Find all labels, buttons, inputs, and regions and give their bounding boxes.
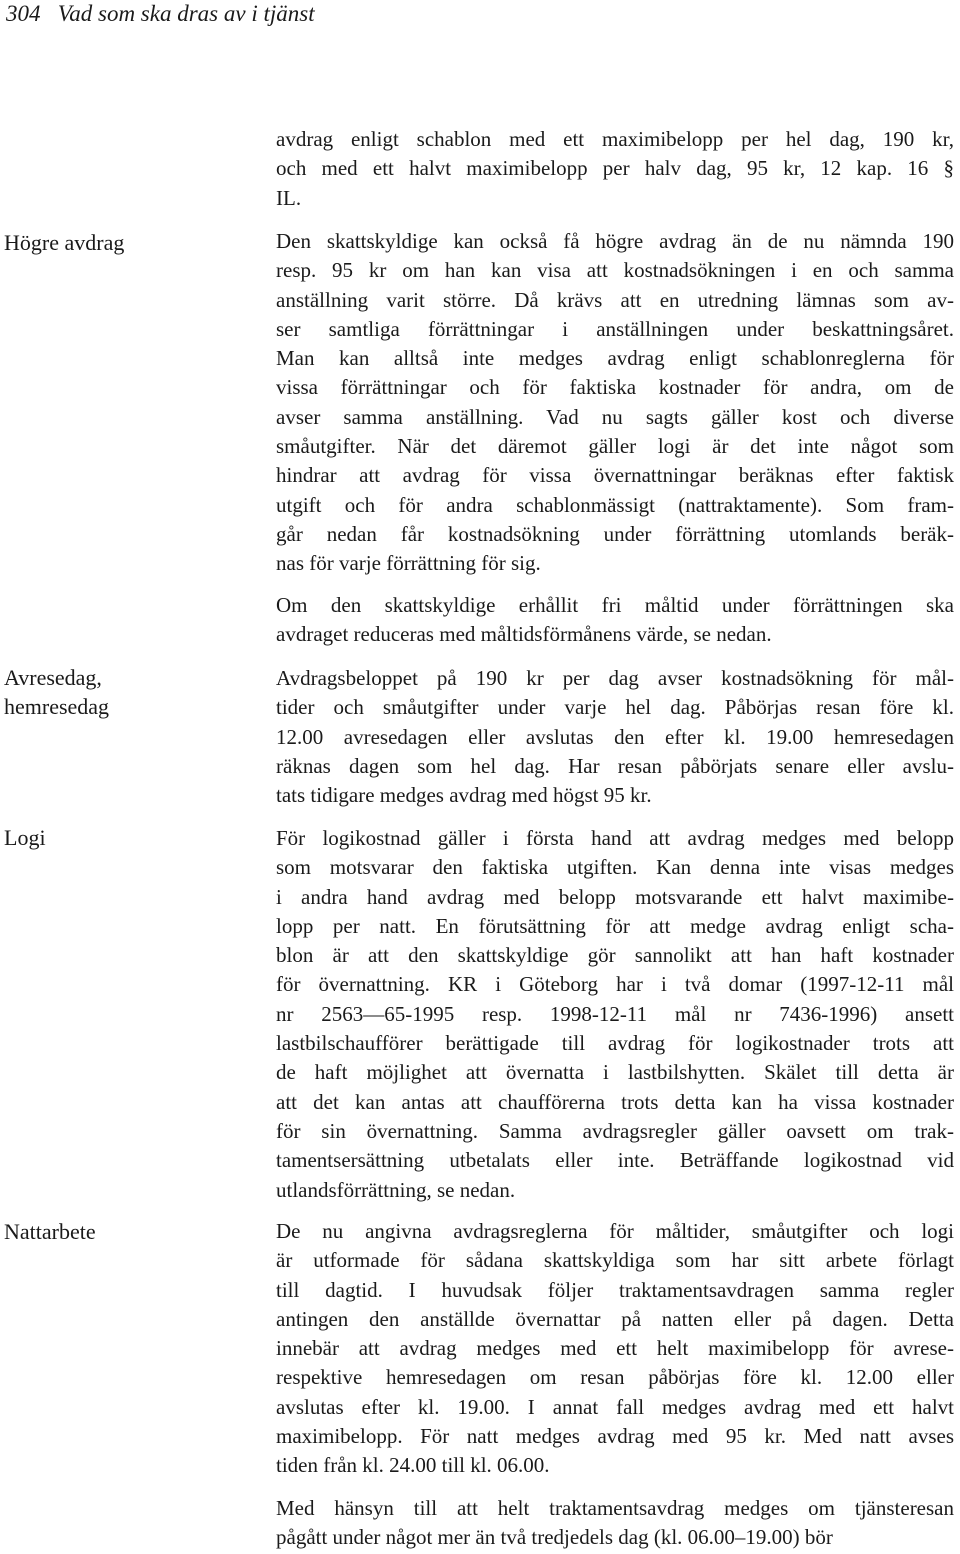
text-line: lopp per natt. En förutsättning för att medge avdrag enligt scha- [276, 913, 954, 938]
text-line: resp. 95 kr om han kan visa att kostnadsökningen i en och samma [276, 258, 954, 283]
running-title: Vad som ska dras av i tjänst [57, 1, 315, 26]
text-line: antingen den anställde övernattar på natten eller på dagen. Detta [276, 1306, 954, 1331]
running-header [6, 0, 315, 28]
text-line: De nu angivna avdragsreglerna för måltider, småutgifter och logi [276, 1219, 954, 1243]
text-line: avdraget reduceras med måltidsförmånens värde, se nedan. [276, 622, 772, 647]
text-line: avser samma anställning. Vad nu sagts gäller kost och diverse [276, 404, 954, 429]
text-line: tider och småutgifter under varje hel dag. Påbörjas resan före kl. [276, 695, 954, 720]
text-line: tats tidigare medges avdrag med högst 95 kr. [276, 783, 652, 808]
text-line: För logikostnad gäller i första hand att avdrag medges med belopp [276, 826, 954, 850]
text-line: Om den skattskyldige erhållit fri måltid under förrättningen ska [276, 593, 954, 617]
text-line: går nedan får kostnadsökning under förrättning utomlands beräk- [276, 521, 954, 546]
paragraph-avresedag [276, 664, 954, 810]
text-line: tamentsersättning utbetalats eller inte. Beträffande logikostnad vid [276, 1148, 954, 1173]
text-line: nas för varje förrättning för sig. [276, 551, 541, 576]
text-line: blon är att den skattskyldige gör sannolikt att han haft kostnader [276, 943, 954, 968]
text-line: i andra hand avdrag med belopp motsvarande ett halvt maximibe- [276, 884, 954, 909]
text-line: respektive hemresedagen om resan påbörjas före kl. 12.00 eller [276, 1365, 954, 1390]
margin-label-nattarbete: Nattarbete [4, 1219, 96, 1244]
text-line: pågått under något mer än två tredjedels dag (kl. 06.00–19.00) bör [276, 1525, 833, 1550]
text-line: tiden från kl. 24.00 till kl. 06.00. [276, 1453, 550, 1478]
margin-label-logi: Logi [4, 825, 46, 850]
paragraph-hogre-avdrag [276, 227, 954, 579]
paragraph-schablon-continued [276, 125, 954, 213]
text-line: ser samtliga förrättningar i anställningen under beskattningsåret. [276, 316, 954, 341]
text-line: lastbilschaufförer berättigade till avdrag för logikostnader trots att [276, 1031, 954, 1056]
text-line: att det kan antas att chaufförerna trots detta kan ha vissa kostnader [276, 1089, 954, 1114]
text-line: Man kan alltså inte medges avdrag enligt schablonreglerna för [276, 346, 954, 371]
paragraph-fri-maltid [276, 591, 954, 650]
margin-label-hogre-avdrag: Högre avdrag [4, 230, 125, 255]
text-line: är utformade för sådana skattskyldiga som har sitt arbete förlagt [276, 1248, 954, 1273]
margin-label-avresedag-line2: hemresedag [4, 694, 110, 720]
text-line: räknas dagen som hel dag. Har resan påbörjats senare eller avslu- [276, 753, 954, 778]
text-line: anställning varit större. Då krävs att en utredning lämnas som av- [276, 287, 954, 312]
paragraph-nattarbete [276, 1217, 954, 1481]
text-line: som motsvarar den faktiska utgiften. Kan denna inte visas medges [276, 855, 954, 880]
text-line: hindrar att avdrag för vissa övernattningar beräknas efter faktisk [276, 463, 954, 488]
text-line: 12.00 avresedagen eller avslutas den efter kl. 19.00 hemresedagen [276, 724, 954, 749]
text-line: utlandsförrättning, se nedan. [276, 1177, 516, 1202]
text-line: avdrag enligt schablon med ett maximibelopp per hel dag, 190 kr, [276, 127, 954, 151]
text-line: och med ett halvt maximibelopp per halv dag, 95 kr, 12 kap. 16 § [276, 156, 954, 181]
text-line: Med hänsyn till att helt traktamentsavdrag medges om tjänsteresan [276, 1496, 954, 1520]
margin-label-avresedag [4, 663, 254, 722]
text-line: avslutas efter kl. 19.00. I annat fall medges avdrag med ett halvt [276, 1394, 954, 1419]
page-number: 304 [6, 1, 41, 26]
paragraph-tjansteresa [276, 1494, 954, 1553]
text-line: småutgifter. När det däremot gäller logi är det inte något som [276, 434, 954, 459]
text-line: för sin övernattning. Samma avdragsregler gäller oavsett om trak- [276, 1118, 954, 1143]
text-line: vissa förrättningar och för faktiska kostnader för andra, om de [276, 375, 954, 400]
margin-label-avresedag-line1: Avresedag, [4, 665, 102, 690]
text-line: de haft möjlighet att övernatta i lastbilshytten. Skälet till detta är [276, 1060, 954, 1085]
text-line: för övernattning. KR i Göteborg har i två domar (1997-12-11 mål [276, 972, 954, 997]
text-line: Avdragsbeloppet på 190 kr per dag avser kostnadsökning för mål- [276, 666, 954, 690]
text-line: Den skattskyldige kan också få högre avdrag än de nu nämnda 190 [276, 229, 954, 253]
text-line: nr 2563—65-1995 resp. 1998-12-11 mål nr 7436-1996) ansett [276, 1001, 954, 1026]
text-line: IL. [276, 185, 302, 210]
text-line: till dagtid. I huvudsak följer traktamentsavdragen samma regler [276, 1277, 954, 1302]
text-line: utgift och för andra schablonmässigt (nattraktamente). Som fram- [276, 492, 954, 517]
paragraph-logi [276, 824, 954, 1205]
text-line: innebär att avdrag medges med ett helt maximibelopp för avrese- [276, 1336, 954, 1361]
text-line: maximibelopp. För natt medges avdrag med 95 kr. Med natt avses [276, 1424, 954, 1449]
